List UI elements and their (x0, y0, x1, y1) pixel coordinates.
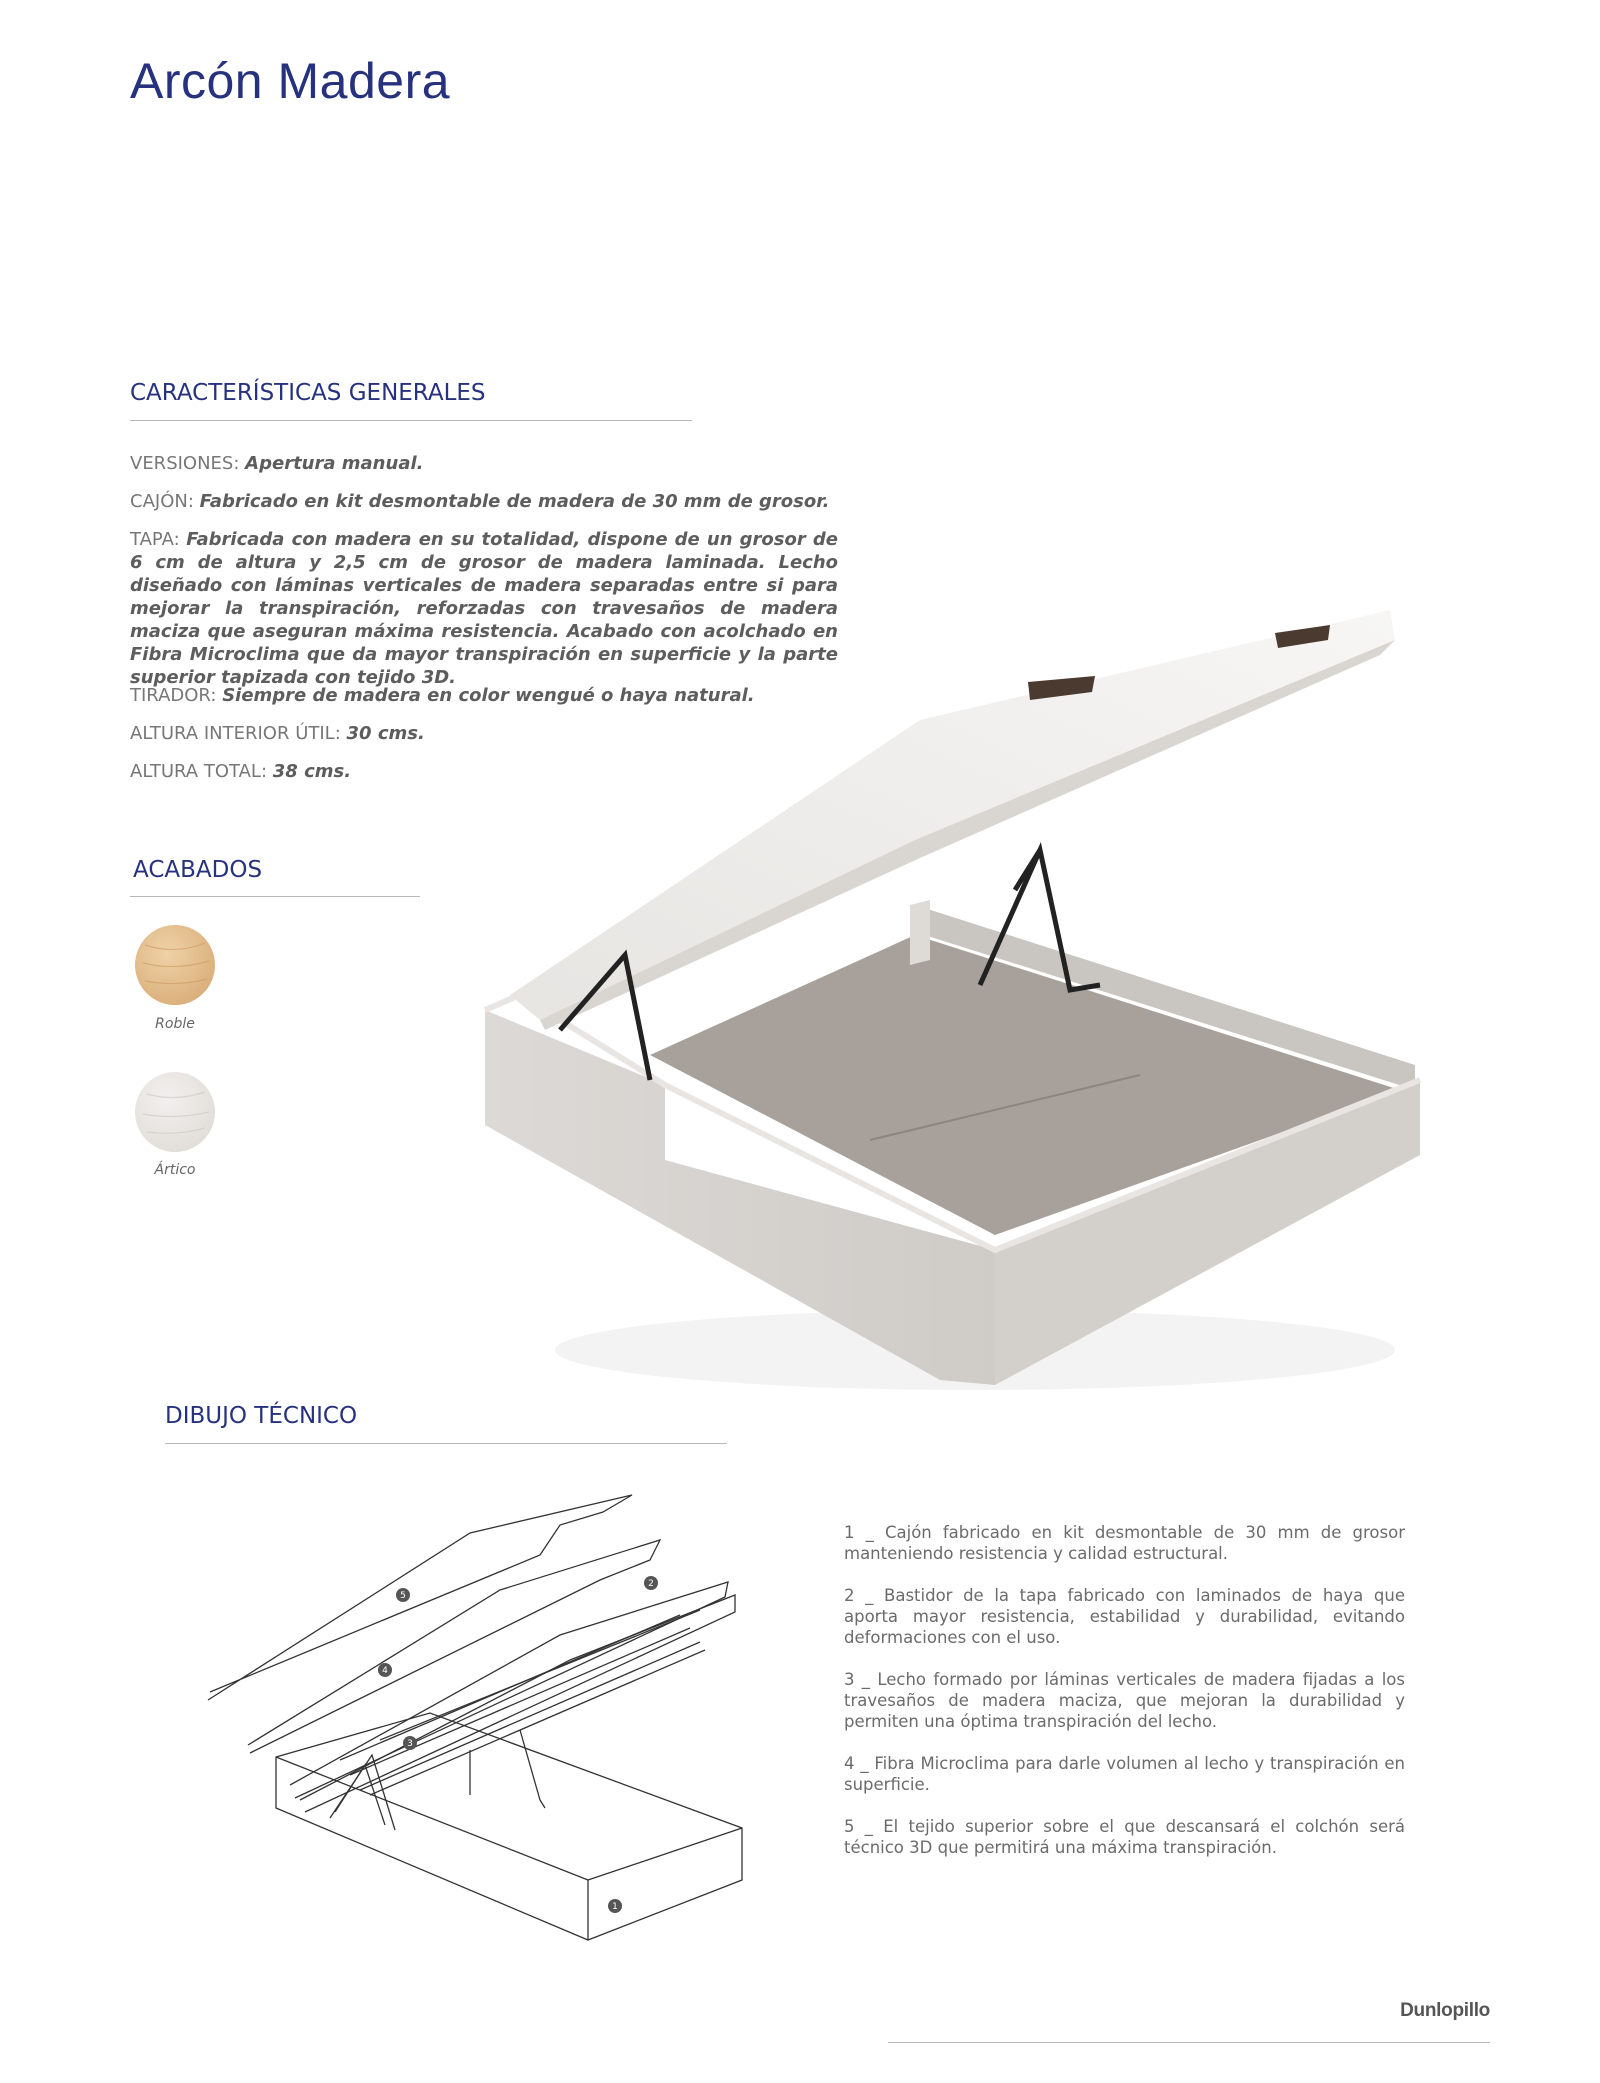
callout-5-label: 5 (400, 1591, 406, 1601)
callout-3-label: 3 (407, 1739, 413, 1749)
brand-logo: Dunlopillo (1400, 2000, 1490, 2021)
note-3: 3 _ Lecho formado por láminas verticales de madera fijadas a los travesaños de madera maciza, que mejoran la durabilidad y permiten una óptima transpiración del lecho. (844, 1670, 1405, 1731)
footer-divider (888, 2042, 1490, 2043)
note-4: 4 _ Fibra Microclima para darle volumen al lecho y transpiración en superficie. (844, 1754, 1405, 1794)
general-heading: CARACTERÍSTICAS GENERALES (130, 380, 486, 406)
drawing-notes (844, 1522, 1405, 1879)
callout-2-label: 2 (648, 1579, 654, 1589)
swatch-artico-label: Ártico (154, 1162, 196, 1178)
drawing-heading: DIBUJO TÉCNICO (165, 1403, 358, 1429)
spec-versiones: VERSIONES: Apertura manual. (130, 453, 424, 474)
note-5: 5 _ El tejido superior sobre el que descansará el colchón será técnico 3D que permitirá una máxima transpiración. (844, 1817, 1405, 1857)
spec-altura-total: ALTURA TOTAL: 38 cms. (130, 761, 352, 782)
finishes-heading: ACABADOS (133, 857, 263, 883)
callout-1-label: 1 (612, 1902, 618, 1912)
note-2: 2 _ Bastidor de la tapa fabricado con laminados de haya que aporta mayor resistencia, estabilidad y durabilidad, evitando deformaciones con el uso. (844, 1586, 1405, 1647)
spec-altura-interior: ALTURA INTERIOR ÚTIL: 30 cms. (130, 723, 425, 744)
callout-4-label: 4 (382, 1666, 388, 1676)
note-1: 1 _ Cajón fabricado en kit desmontable de 30 mm de grosor manteniendo resistencia y calidad estructural. (844, 1523, 1405, 1563)
spec-tirador: TIRADOR: Siempre de madera en color wengué o haya natural. (130, 685, 755, 706)
page-title: Arcón Madera (130, 53, 451, 109)
spec-cajon: CAJÓN: Fabricado en kit desmontable de madera de 30 mm de grosor. (130, 491, 830, 512)
swatch-roble-label: Roble (155, 1016, 195, 1032)
spec-tapa: TAPA: Fabricada con madera en su totalidad, dispone de un grosor de 6 cm de altura y 2,5 cm de grosor de madera laminada. Lecho diseñado con láminas verticales de madera separadas entre si para mejorar la transpiración, reforzadas con travesaños de madera maciza que aseguran máxima resistencia. Acabado con acolchado en Fibra Microclima que da mayor transpiración en superficie y la parte superior tapizada con tejido 3D. (130, 529, 838, 688)
